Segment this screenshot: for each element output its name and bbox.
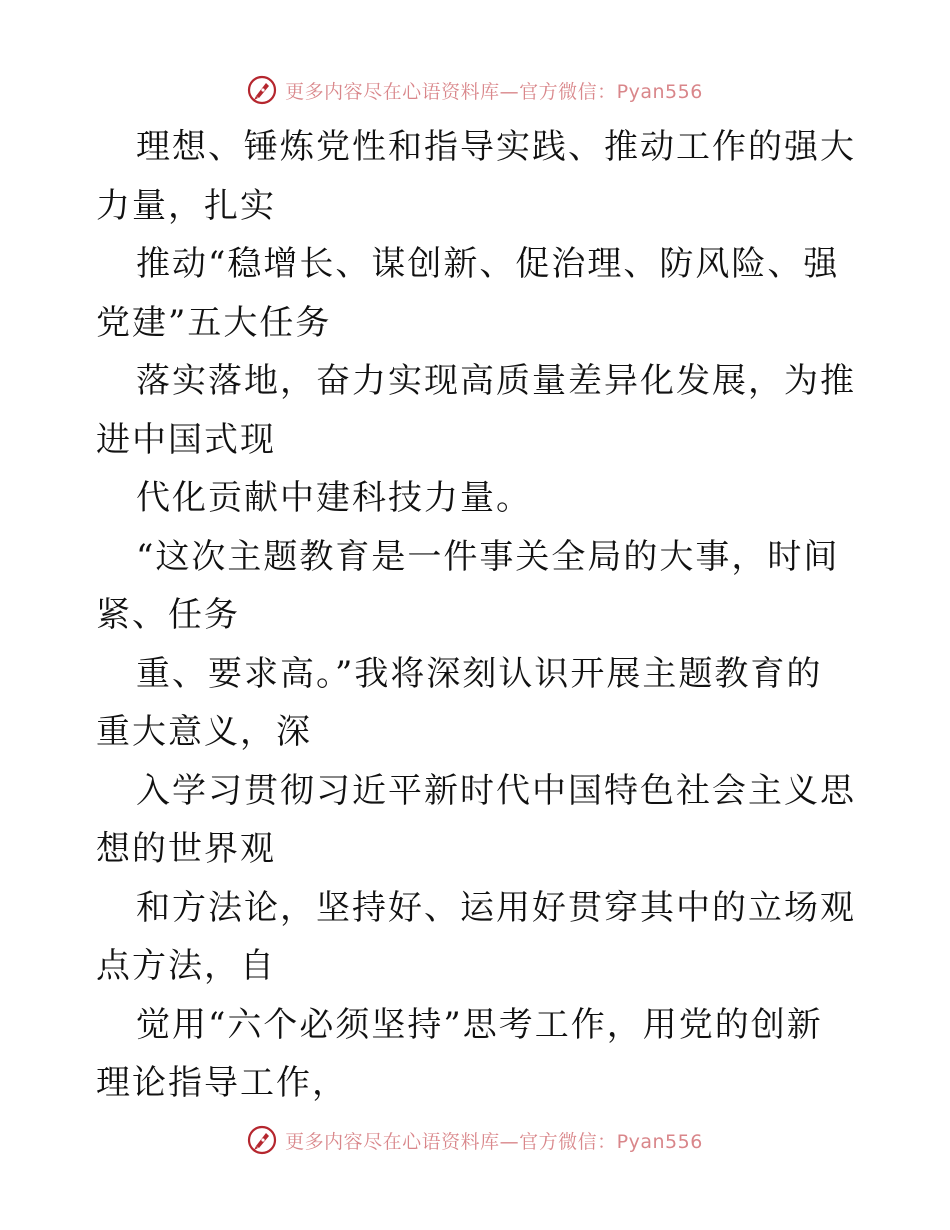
- document-body: [96, 118, 856, 1113]
- paragraph-6: 重、要求高。”我将深刻认识开展主题教育的重大意义，深: [96, 653, 823, 752]
- header-banner-text: 更多内容尽在心语资料库—官方微信：Pyan556: [285, 80, 703, 103]
- page-header: [0, 70, 950, 110]
- paragraph-3: 落实落地，奋力实现高质量差异化发展，为推进中国式现: [96, 361, 856, 460]
- paragraph-4: 代化贡献中建科技力量。: [136, 478, 532, 518]
- paragraph-7: 入学习贯彻习近平新时代中国特色社会主义思想的世界观: [96, 770, 856, 869]
- paragraph-8: 和方法论，坚持好、运用好贯穿其中的立场观点方法，自: [96, 887, 856, 986]
- pen-nib-logo-icon: [247, 1125, 277, 1155]
- page-footer: [0, 1120, 950, 1160]
- footer-banner-text: 更多内容尽在心语资料库—官方微信：Pyan556: [285, 1130, 703, 1153]
- paragraph-1: 理想、锤炼党性和指导实践、推动工作的强大力量，扎实: [96, 127, 856, 226]
- pen-nib-logo-icon: [247, 75, 277, 105]
- paragraph-2: 推动“稳增长、谋创新、促治理、防风险、强党建”五大任务: [96, 244, 840, 343]
- paragraph-9: 觉用“六个必须坚持”思考工作，用党的创新理论指导工作，: [96, 1004, 823, 1103]
- paragraph-5: “这次主题教育是一件事关全局的大事，时间紧、任务: [96, 536, 840, 635]
